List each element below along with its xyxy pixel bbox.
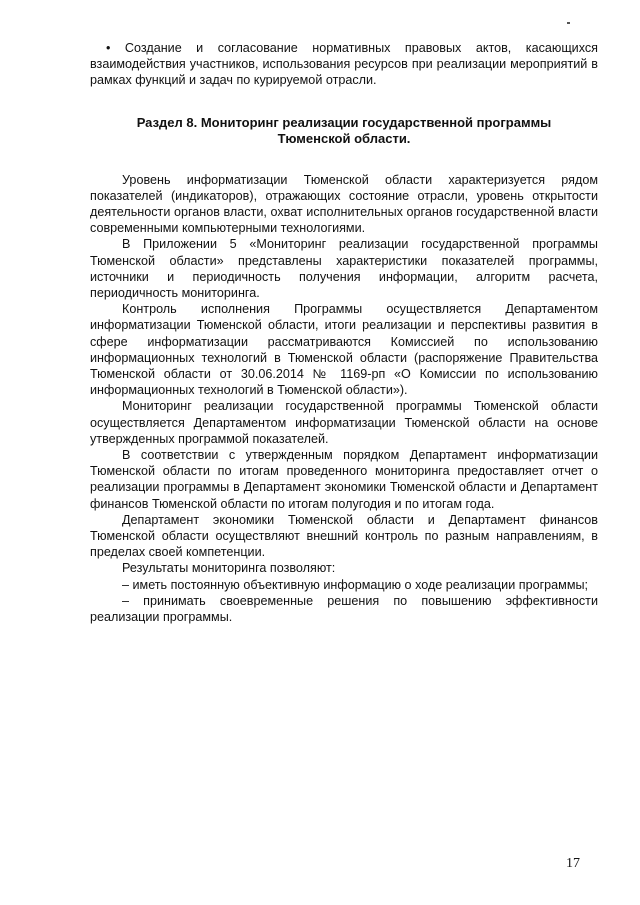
body-paragraph-6: Департамент экономики Тюменской области и Департамент финансов Тюменской области осуществляют внешний контроль по разным направлениям, в пределах своей компетенции. <box>90 512 598 560</box>
body-paragraph-4: Мониторинг реализации государственной программы Тюменской области осуществляется Департаментом информатизации Тюменской области на основе утвержденных программой показателей. <box>90 399 598 446</box>
body-paragraph-5: В соответствии с утвержденным порядком Департамент информатизации Тюменской области по итогам проведенного мониторинга предоставляет отчет о реализации программы в Департамент экономики Тюменской области и Департамент финансов Тюменской области по итогам полугодия и по итогам года. <box>90 448 598 511</box>
section-title-line-1: Раздел 8. Мониторинг реализации государственной программы <box>136 114 552 130</box>
scan-mark <box>567 22 570 24</box>
section-heading <box>90 115 598 148</box>
body-paragraph-7: Результаты мониторинга позволяют: <box>122 561 336 576</box>
body-paragraph-2: В Приложении 5 «Мониторинг реализации государственной программы Тюменской области» представлены характеристики показателей программы, источники и периодичность получения информации, алгоритм расчета, периодичность мониторинга. <box>90 237 598 301</box>
dash-list-item-2: – принимать своевременные решения по повышению эффективности реализации программы. <box>90 593 598 625</box>
page-number: 17 <box>566 856 580 871</box>
intro-bullet-paragraph: • Создание и согласование нормативных правовых актов, касающихся взаимодействия участников, использования ресурсов при реализации мероприятий в рамках функций и задач по курируемой отрасли. <box>90 41 598 88</box>
body-paragraph-3: Контроль исполнения Программы осуществляется Департаментом информатизации Тюменской области, итоги реализации и перспективы развития в сфере информатизации рассматриваются Комиссией по использованию информационных технологий в Тюменской области (распоряжение Правительства Тюменской области от 30.06.2014 № 1169-рп «О Комиссии по использованию информационных технологий в Тюменской области»). <box>90 302 598 398</box>
document-page <box>90 40 598 625</box>
section-title-line-2: Тюменской области. <box>277 131 411 147</box>
dash-list-item-1: – иметь постоянную объективную информацию о ходе реализации программы; <box>122 577 589 592</box>
body-paragraph-1: Уровень информатизации Тюменской области характеризуется рядом показателей (индикаторов), отражающих состояние отрасли, уровень открытости деятельности органов власти, охват исполнительных органов государственной власти современными компьютерными технологиями. <box>90 172 598 236</box>
